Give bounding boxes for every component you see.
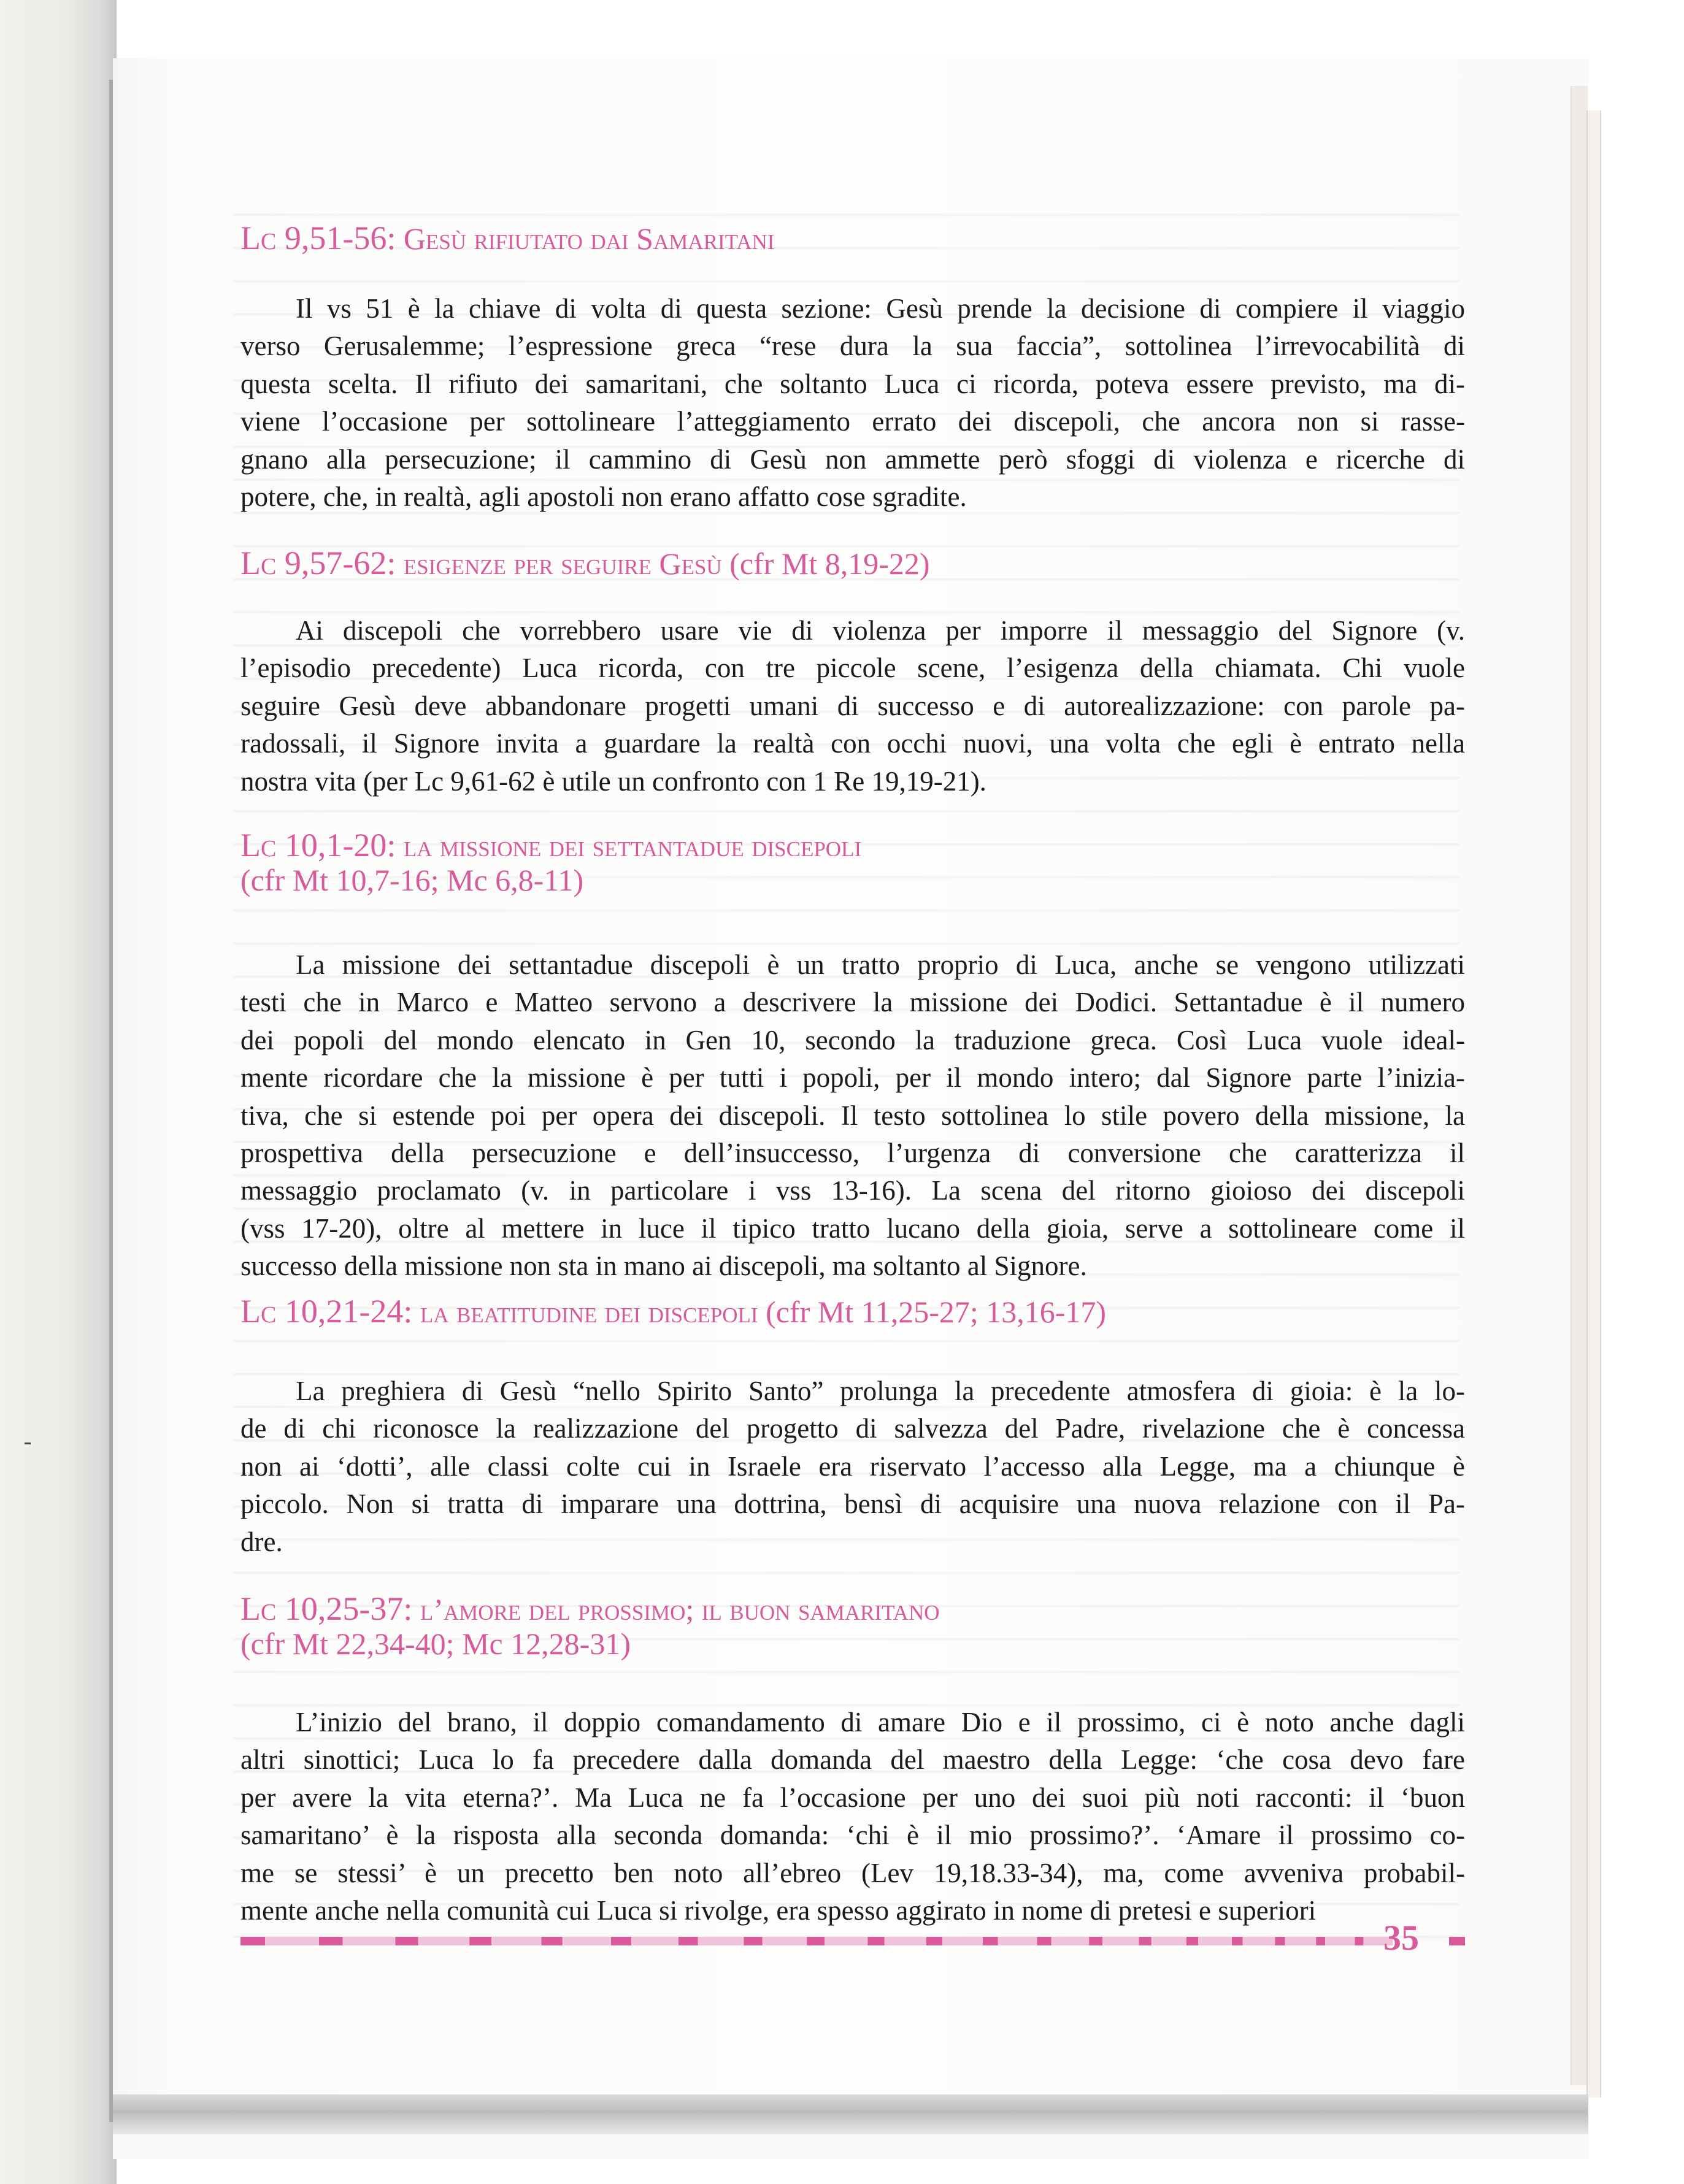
footer-dash-light xyxy=(343,1937,396,1945)
footer-dash-light xyxy=(1285,1937,1317,1945)
page-bottom-edge xyxy=(113,2134,1588,2159)
section-heading xyxy=(240,545,930,582)
footer-dash-light xyxy=(1102,1937,1139,1945)
section-title: esigenze per seguire Gesù xyxy=(403,546,722,581)
footer-dash xyxy=(611,1937,631,1945)
margin-mark xyxy=(25,1443,31,1444)
text-line: testi che in Marco e Matteo servono a descrivere la missione dei Dodici. Settantadue è il numero xyxy=(240,987,1465,1018)
text-line: (vss 17-20), oltre al mettere in luce il tipico tratto lucano della gioia, serve a sottolineare come il xyxy=(240,1213,1465,1244)
section-title: la beatitudine dei discepoli xyxy=(420,1295,758,1329)
footer-dash xyxy=(807,1937,825,1945)
section-paragraph xyxy=(240,946,1465,1285)
footer-dash-light xyxy=(1198,1937,1232,1945)
footer-dash-light xyxy=(885,1937,926,1945)
footer-dash xyxy=(926,1937,942,1945)
section-reference: Lc 9,51-56: xyxy=(240,220,396,256)
text-line: prospettiva della persecuzione e dell’insuccesso, l’urgenza di conversione che caratterizza il xyxy=(240,1138,1465,1169)
section-heading xyxy=(240,220,774,257)
section-heading xyxy=(240,1293,1106,1330)
footer-dash xyxy=(541,1937,562,1945)
footer-dash-light xyxy=(1152,1937,1186,1945)
page-number: 35 xyxy=(1383,1918,1419,1958)
footer-dash xyxy=(1449,1937,1465,1945)
text-line: nostra vita (per Lc 9,61-62 è utile un confronto con 1 Re 19,19-21). xyxy=(240,765,986,797)
footer-dash-light xyxy=(698,1937,744,1945)
text-line: tiva, che si estende poi per opera dei discepoli. Il testo sottolinea lo stile povero della missione, la xyxy=(240,1100,1465,1131)
footer-dash-light xyxy=(418,1937,470,1945)
text-line: messaggio proclamato (v. in particolare i vss 13-16). La scena del ritorno gioioso dei discepoli xyxy=(240,1175,1465,1206)
footer-dash xyxy=(395,1937,418,1945)
text-line: dei popoli del mondo elencato in Gen 10, secondo la traduzione greca. Così Luca vuole ideal- xyxy=(240,1024,1465,1056)
text-line: potere, che, in realtà, agli apostoli non erano affatto cose sgradite. xyxy=(240,481,967,513)
footer-dash xyxy=(1037,1937,1051,1945)
footer-dash-light xyxy=(1243,1937,1275,1945)
page-edge xyxy=(1586,110,1601,2098)
footer-dash xyxy=(1316,1937,1325,1945)
text-line: Ai discepoli che vorrebbero usare vie di violenza per imporre il messaggio del Signore (v. xyxy=(296,615,1465,646)
page-edge xyxy=(1571,86,1588,2085)
text-line: samaritano’ è la risposta alla seconda domanda: ‘chi è il mio prossimo?’. ‘Amare il prossimo co- xyxy=(240,1820,1465,1851)
section-title: la missione dei settantadue discepoli xyxy=(403,829,862,863)
text-line: de di chi riconosce la realizzazione del progetto di salvezza del Padre, rivelazione che è concessa xyxy=(240,1413,1465,1444)
text-line: l’episodio precedente) Luca ricorda, con tre piccole scene, l’esigenza della chiamata. Chi vuole xyxy=(240,653,1465,684)
text-line: piccolo. Non si tratta di imparare una dottrina, bensì di acquisire una nuova relazione con il Pa- xyxy=(240,1489,1465,1520)
footer-dash xyxy=(679,1937,698,1945)
section-heading xyxy=(240,827,861,864)
section-cross-reference: (cfr Mt 22,34-40; Mc 12,28-31) xyxy=(240,1627,631,1661)
footer-dash-light xyxy=(491,1937,541,1945)
page-bottom-edge xyxy=(113,2094,1588,2137)
text-line: me se stessi’ è un precetto ben noto all’ebreo (Lev 19,18.33-34), ma, come avveniva probabil- xyxy=(240,1857,1465,1888)
text-line: Il vs 51 è la chiave di volta di questa sezione: Gesù prende la decisione di compiere il viaggio xyxy=(296,293,1465,324)
footer-dash-pattern xyxy=(240,1928,1465,1953)
footer-dash xyxy=(744,1937,762,1945)
text-line: radossali, il Signore invita a guardare la realtà con occhi nuovi, una volta che egli è entrato nella xyxy=(240,728,1465,759)
footer-dash xyxy=(240,1937,265,1945)
footer-dash xyxy=(1139,1937,1151,1945)
footer-decorative-bar xyxy=(240,1928,1465,1953)
section-reference: Lc 10,25-37: xyxy=(240,1590,413,1627)
footer-dash-light xyxy=(998,1937,1037,1945)
section-paragraph xyxy=(240,612,1465,800)
text-line: gnano alla persecuzione; il cammino di Gesù non ammette però sfoggi di violenza e ricerche di xyxy=(240,443,1465,475)
section-cross-reference: (cfr Mt 11,25-27; 13,16-17) xyxy=(766,1295,1107,1329)
footer-dash-light xyxy=(631,1937,679,1945)
text-line: L’inizio del brano, il doppio comandamento di amare Dio e il prossimo, ci è noto anche dagli xyxy=(296,1707,1465,1738)
section-paragraph xyxy=(240,290,1465,516)
footer-dash xyxy=(1089,1937,1102,1945)
section-reference: Lc 10,21-24: xyxy=(240,1293,413,1330)
section-paragraph xyxy=(240,1373,1465,1561)
section-reference: Lc 10,1-20: xyxy=(240,827,396,864)
footer-dash xyxy=(983,1937,998,1945)
text-line: viene l’occasione per sottolineare l’atteggiamento errato dei discepoli, che ancora non si rasse- xyxy=(240,406,1465,437)
footer-dash-light xyxy=(1325,1937,1355,1945)
text-line: La preghiera di Gesù “nello Spirito Santo” prolunga la precedente atmosfera di gioia: è la lo- xyxy=(296,1376,1465,1406)
text-line: La missione dei settantadue discepoli è un tratto proprio di Luca, anche se vengono utilizzati xyxy=(296,949,1465,980)
footer-dash-light xyxy=(1052,1937,1090,1945)
text-line: verso Gerusalemme; l’espressione greca “rese dura la sua faccia”, sottolinea l’irrevocabilità di xyxy=(240,331,1465,362)
section-title: Gesù rifiutato dai Samaritani xyxy=(403,221,775,256)
section-reference: Lc 9,57-62: xyxy=(240,545,396,581)
text-line: altri sinottici; Luca lo fa precedere dalla domanda del maestro della Legge: ‘che cosa devo fare xyxy=(240,1744,1465,1776)
text-line: successo della missione non sta in mano ai discepoli, ma soltanto al Signore. xyxy=(240,1251,1087,1282)
section-paragraph xyxy=(240,1704,1465,1929)
footer-dash-light xyxy=(763,1937,807,1945)
footer-dash xyxy=(469,1937,491,1945)
footer-dash xyxy=(1355,1937,1363,1945)
footer-dash-light xyxy=(265,1937,319,1945)
footer-dash-light xyxy=(942,1937,983,1945)
footer-dash-light xyxy=(563,1937,611,1945)
footer-dash xyxy=(1275,1937,1285,1945)
text-line: dre. xyxy=(240,1526,283,1557)
text-line: mente anche nella comunità cui Luca si rivolge, era spesso aggirato in nome di pretesi e superiori xyxy=(240,1895,1317,1926)
text-line: per avere la vita eterna?’. Ma Luca ne fa l’occasione per uno dei suoi più noti racconti: il ‘buon xyxy=(240,1782,1465,1813)
footer-dash xyxy=(1186,1937,1198,1945)
text-line: mente ricordare che la missione è per tutti i popoli, per il mondo intero; dal Signore parte l’inizia- xyxy=(240,1062,1465,1094)
section-cross-reference: (cfr Mt 8,19-22) xyxy=(729,546,930,581)
text-line: questa scelta. Il rifiuto dei samaritani, che soltanto Luca ci ricorda, poteva essere previsto, ma di- xyxy=(240,368,1465,399)
text-line: seguire Gesù deve abbandonare progetti umani di successo e di autorealizzazione: con parole pa- xyxy=(240,690,1465,721)
footer-dash-light xyxy=(825,1937,867,1945)
footer-dash xyxy=(319,1937,343,1945)
footer-dash xyxy=(1232,1937,1243,1945)
section-title: l’amore del prossimo; il buon samaritano xyxy=(420,1592,940,1627)
text-line: non ai ‘dotti’, alle classi colte cui in Israele era riservato l’accesso alla Legge, ma a chiunque è xyxy=(240,1450,1465,1482)
footer-dash xyxy=(867,1937,884,1945)
section-cross-reference: (cfr Mt 10,7-16; Mc 6,8-11) xyxy=(240,863,584,897)
section-heading xyxy=(240,1590,940,1628)
binding-gutter xyxy=(0,0,117,2184)
